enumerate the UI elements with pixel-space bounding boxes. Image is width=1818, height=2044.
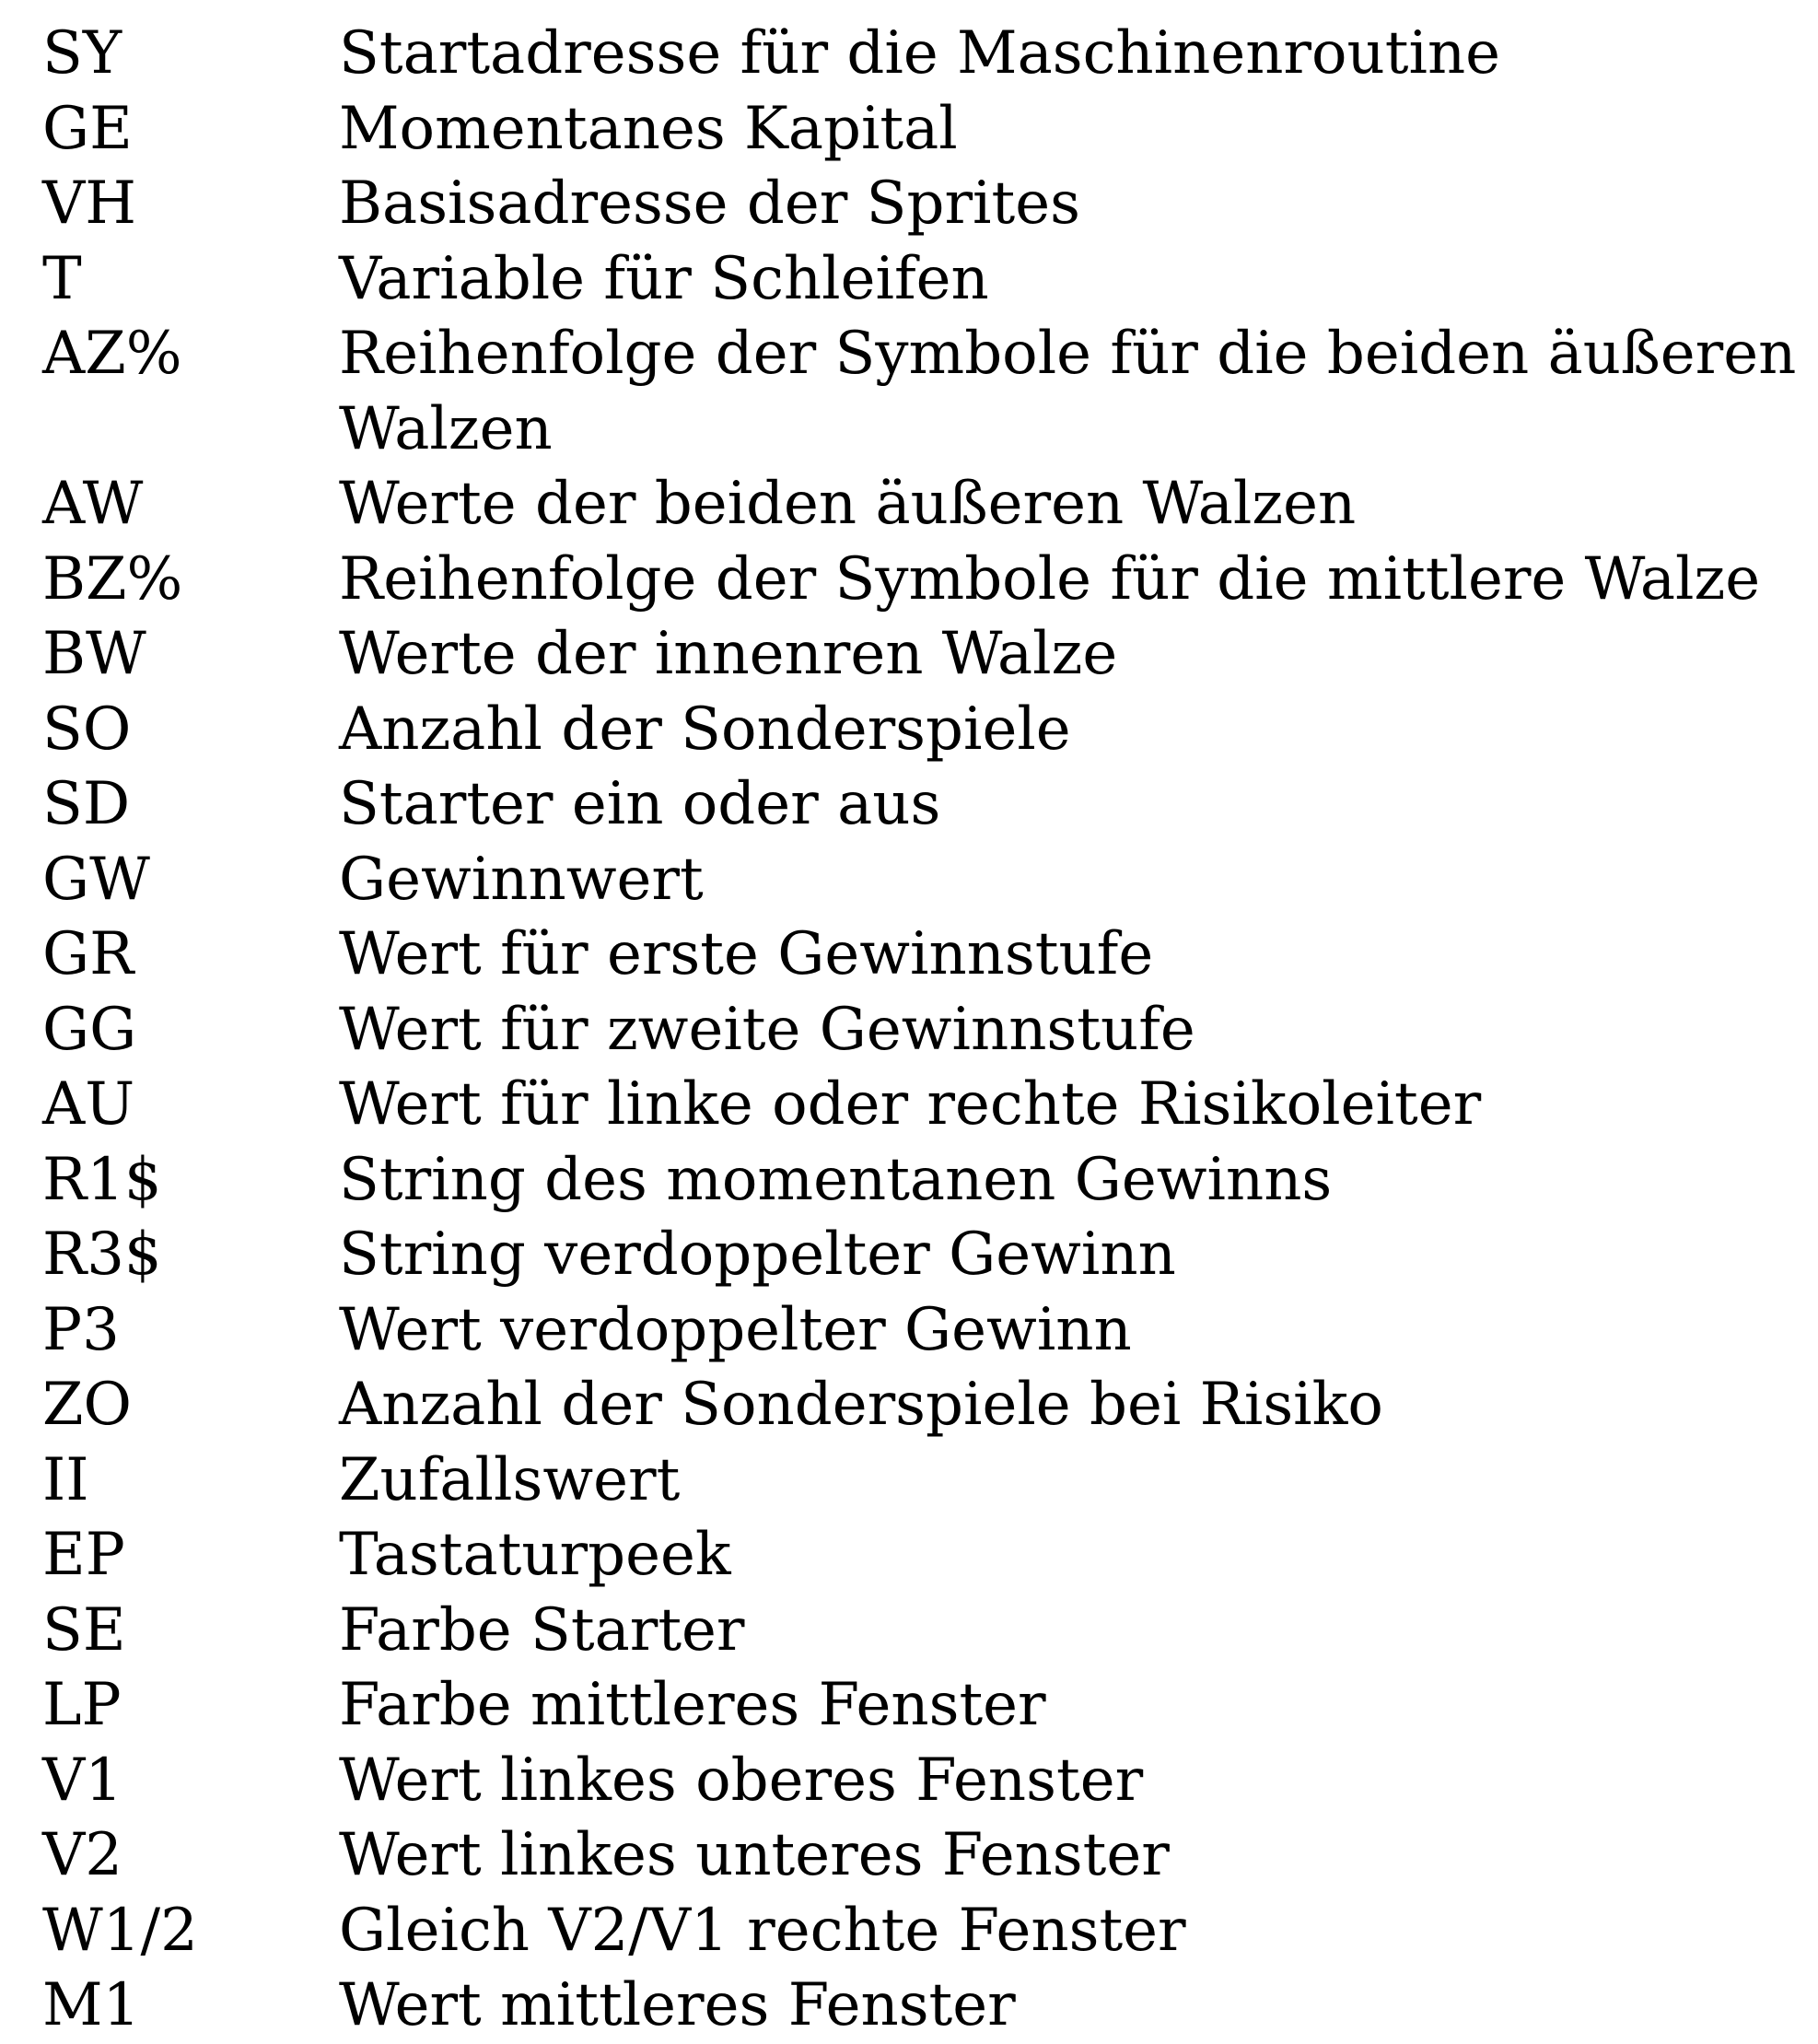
variable-description: Reihenfolge der Symbole für die beiden äußeren Walzen [339,320,1797,463]
variable-name: GE [42,94,133,163]
variable-row [42,1368,1801,1443]
variable-name: LP [42,1671,122,1739]
variable-row [42,693,1801,768]
variable-description: Wert mittleres Fenster [339,1971,1016,2039]
variable-description: Startadresse für die Maschinenroutine [339,19,1501,88]
variable-description: Wert für linke oder rechte Risikoleiter [339,1070,1482,1139]
variable-row [42,167,1801,242]
variable-description: Tastaturpeek [339,1521,731,1589]
variable-name: T [42,244,82,313]
variable-description: Farbe mittleres Fenster [339,1671,1046,1739]
variable-list [42,17,1801,2044]
variable-name: ZO [42,1371,132,1439]
variable-row [42,1968,1801,2044]
variable-row [42,1818,1801,1894]
variable-description: Werte der beiden äußeren Walzen [339,470,1357,538]
variable-name: R1$ [42,1145,162,1214]
variable-description: Anzahl der Sonderspiele bei Risiko [339,1371,1383,1439]
variable-row [42,467,1801,543]
variable-description: Anzahl der Sonderspiele [339,695,1071,764]
variable-row [42,242,1801,318]
variable-description: Wert für erste Gewinnstufe [339,920,1154,988]
variable-name: EP [42,1521,125,1589]
variable-name: SO [42,695,132,764]
variable-description: Wert für zweite Gewinnstufe [339,995,1195,1064]
variable-name: BW [42,620,146,688]
variable-description: Variable für Schleifen [339,244,989,313]
variable-name: P3 [42,1295,120,1364]
variable-row [42,17,1801,92]
variable-row [42,1894,1801,1969]
variable-row [42,92,1801,168]
variable-name: V2 [42,1821,122,1889]
variable-description: Wert verdoppelter Gewinn [339,1295,1132,1364]
variable-row [42,1594,1801,1669]
variable-row [42,1068,1801,1143]
variable-row [42,843,1801,918]
variable-description: Wert linkes oberes Fenster [339,1746,1144,1815]
variable-row [42,993,1801,1069]
variable-row [42,1218,1801,1293]
variable-name: SY [42,19,122,88]
variable-row [42,1443,1801,1519]
variable-row [42,1668,1801,1744]
variable-row [42,1143,1801,1219]
variable-row [42,1744,1801,1819]
variable-row [42,767,1801,843]
variable-name: VH [42,169,137,238]
variable-row [42,1293,1801,1369]
variable-name: AW [42,470,144,538]
variable-name: II [42,1445,89,1514]
variable-name: SE [42,1595,126,1664]
variable-row [42,317,1801,467]
variable-row [42,1518,1801,1594]
variable-name: R3$ [42,1221,162,1289]
variable-name: BZ% [42,544,183,613]
variable-row [42,617,1801,693]
variable-description: Basisadresse der Sprites [339,169,1080,238]
variable-description: Farbe Starter [339,1595,745,1664]
variable-description: String des momentanen Gewinns [339,1145,1333,1214]
variable-description: Zufallswert [339,1445,681,1514]
variable-name: GW [42,845,150,914]
variable-name: AU [42,1070,135,1139]
variable-name: SD [42,770,131,838]
variable-description: Gleich V2/V1 rechte Fenster [339,1896,1186,1965]
variable-name: GR [42,920,134,988]
variable-description: Reihenfolge der Symbole für die mittlere Walze [339,544,1761,613]
variable-name: M1 [42,1971,141,2039]
variable-description: Starter ein oder aus [339,770,941,838]
variable-row [42,543,1801,618]
variable-description: Momentanes Kapital [339,94,958,163]
variable-row [42,917,1801,993]
variable-name: AZ% [42,320,182,388]
variable-description: Gewinnwert [339,845,704,914]
variable-description: String verdoppelter Gewinn [339,1221,1176,1289]
variable-name: GG [42,995,137,1064]
variable-name: W1/2 [42,1896,198,1965]
variable-description: Wert linkes unteres Fenster [339,1821,1170,1889]
variable-description: Werte der innenren Walze [339,620,1118,688]
variable-name: V1 [42,1746,122,1815]
